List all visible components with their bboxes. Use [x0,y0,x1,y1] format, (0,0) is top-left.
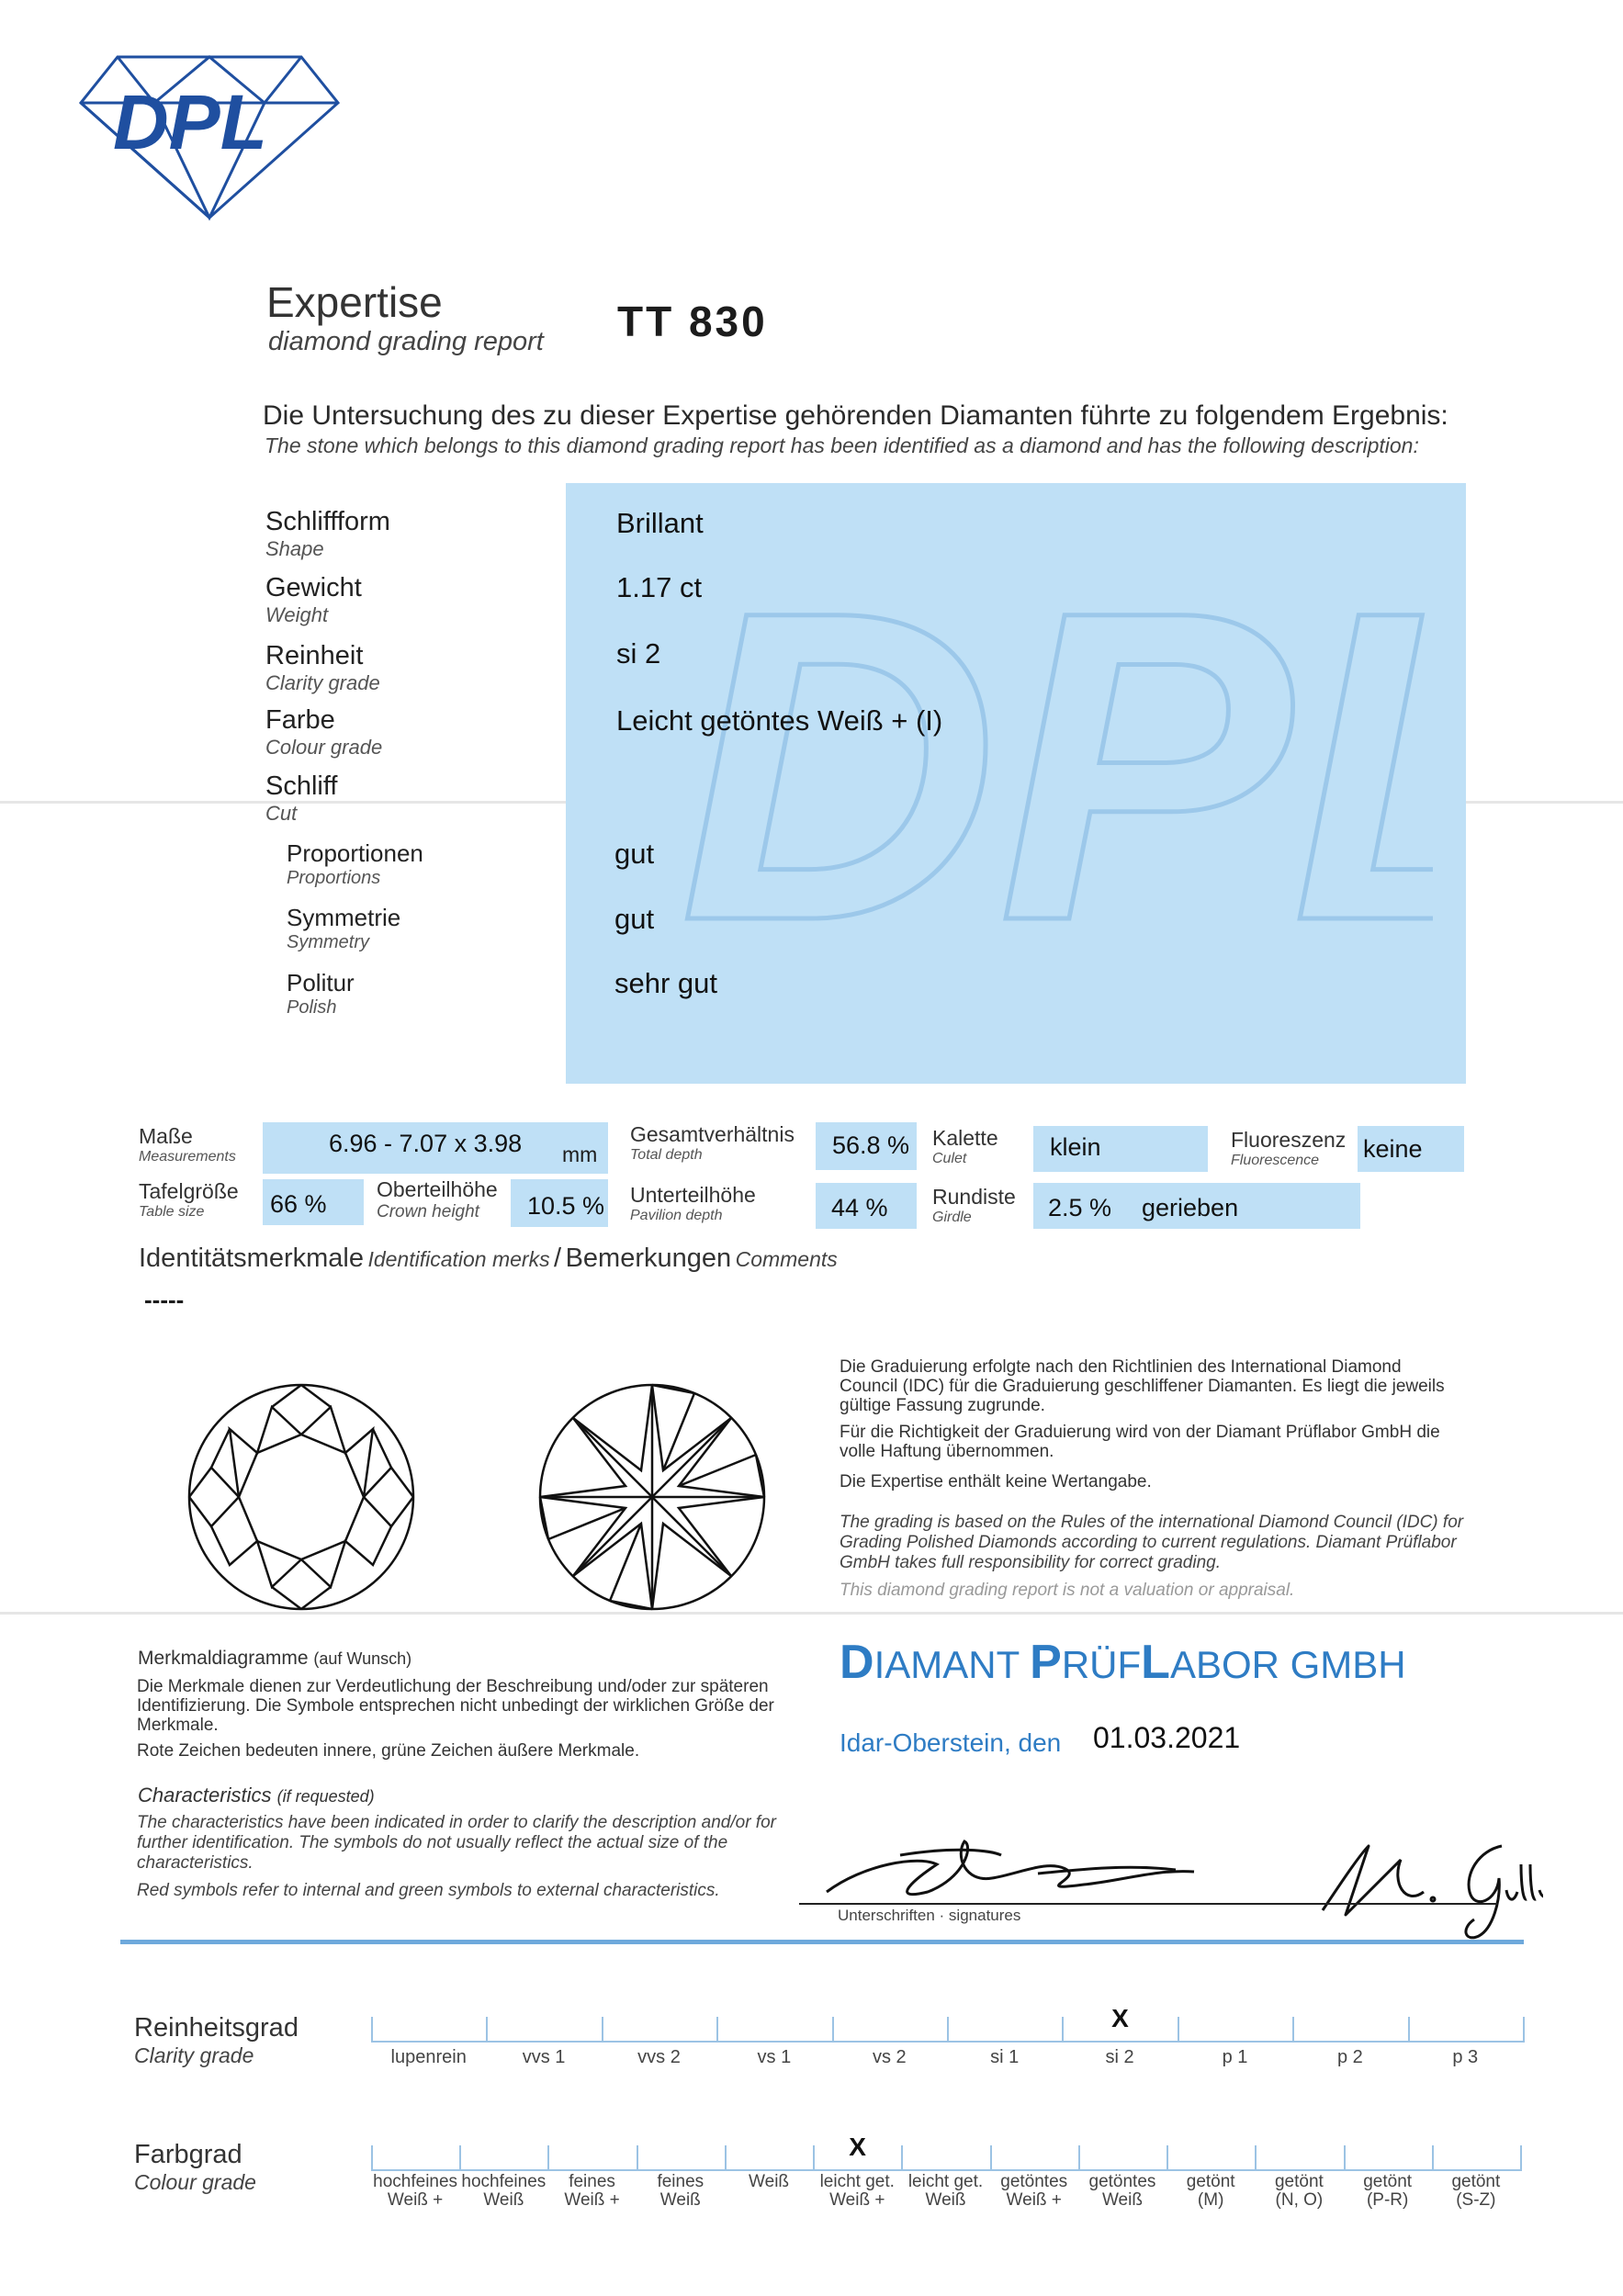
scale-grade-label: p 2 [1336,2047,1363,2067]
culet-label: Kalette Culet [932,1126,998,1166]
scale-grade-label: getönt (M) [1186,2172,1235,2210]
scale-grade-label: lupenrein [390,2047,467,2067]
scale-grade-label: p 1 [1222,2047,1248,2067]
scale-tick [1520,2145,1522,2171]
clarity-value: si 2 [616,637,661,670]
report-number: TT 830 [617,298,768,345]
signatures-label: Unterschriften · signatures [838,1907,1021,1924]
scale-grade-label: p 3 [1452,2047,1479,2067]
symmetry-label: Symmetrie Symmetry [287,904,401,952]
colour-value: Leicht getöntes Weiß + (I) [616,704,943,737]
intro-text-en: The stone which belongs to this diamond grading report has been identified as a diamond and has the following description: [265,433,1419,457]
clarity-label: Reinheit Clarity grade [265,641,380,694]
dpl-watermark [680,551,1433,960]
scale-tick [901,2145,903,2171]
colour-label: Farbe Colour grade [265,705,383,759]
intro-text-de: Die Untersuchung des zu dieser Expertise gehörenden Diamanten führte zu folgendem Ergebnis: [263,400,1448,431]
clarity-scale-label: Reinheitsgrad Clarity grade [134,2013,299,2067]
characteristics-title-en: Characteristics (if requested) [138,1784,375,1806]
pavilion-depth-label: Unterteilhöhe Pavilion depth [630,1183,756,1223]
scale-grade-label: leicht get. Weiß [907,2172,984,2210]
scale-tick [371,2017,373,2043]
crown-height-label: Oberteilhöhe Crown height [377,1177,498,1221]
issue-place: Idar-Oberstein, den [840,1728,1062,1757]
scale-grade-label: hochfeines Weiß [461,2172,547,2210]
scale-tick [1078,2145,1080,2171]
shape-value: Brillant [616,507,704,539]
crown-height-value: 10.5 % [527,1192,605,1220]
scale-tick [725,2145,727,2171]
company-name: DIAMANT PRÜFLABOR GMBH [840,1636,1406,1689]
scale-tick [716,2017,718,2043]
scale-selected-mark: X [1111,2004,1129,2032]
proportions-label: Proportionen Proportions [287,839,423,888]
pavilion-diagram [533,1378,772,1621]
remarks-value: ----- [144,1286,185,1313]
scale-grade-label: si 2 [1105,2047,1134,2067]
scale-grade-label: getönt (N, O) [1274,2172,1324,2210]
scale-tick [813,2145,815,2171]
issue-date: 01.03.2021 [1093,1721,1241,1754]
culet-value: klein [1050,1133,1101,1161]
polish-label: Politur Polish [287,969,355,1018]
measurements-unit: mm [562,1142,598,1166]
svg-text:DPL: DP [680,551,1292,955]
report-title: Expertise [266,278,443,326]
legal-paragraph-3: Die Expertise enthält keine Wertangabe. [840,1472,1152,1491]
scale-tick [1062,2017,1064,2043]
signature-2 [1304,1828,1543,1952]
pavilion-depth-value: 44 % [831,1194,888,1221]
scale-grade-label: getöntes Weiß [1088,2172,1156,2210]
cut-label: Schliff Cut [265,771,338,825]
girdle-label: Rundiste Girdle [932,1185,1016,1225]
legal-paragraph-4: The grading is based on the Rules of the international Diamond Council (IDC) for Grading Polished Diamonds according to current regulations. Diamant Prüflabor GmbH takes full responsibility for correct grading. [840,1513,1464,1572]
fluorescence-value: keine [1363,1135,1423,1163]
legal-paragraph-1: Die Graduierung erfolgte nach den Richtlinien des International Diamond Council (IDC) für die Graduierung geschliffener Diamanten. Es liegt die jeweils gültige Fassung zugrunde. [840,1357,1445,1415]
characteristics-text-de: Die Merkmale dienen zur Verdeutlichung der Beschreibung und/oder zur späteren Identifizierung. Die Symbole entsprechen nicht unbedingt der wirklichen Größe der Merkmale. [137,1677,774,1735]
scale-tick [371,2145,373,2171]
scale-grade-label: si 1 [990,2047,1020,2067]
characteristics-text-en-2: Red symbols refer to internal and green symbols to external characteristics. [137,1881,720,1900]
section-separator [120,1940,1524,1944]
scale-grade-label: vs 2 [872,2047,907,2067]
characteristics-text-de-2: Rote Zeichen bedeuten innere, grüne Zeichen äußere Merkmale. [137,1741,640,1761]
girdle-value-2: gerieben [1142,1194,1239,1221]
scale-tick [1432,2145,1434,2171]
scale-tick [1408,2017,1410,2043]
scale-tick [459,2145,461,2171]
remarks-heading: Identitätsmerkmale Identification merks / Bemerkungen Comments [139,1244,838,1273]
scale-tick [947,2017,949,2043]
scale-tick [547,2145,549,2171]
symmetry-value: gut [614,903,655,935]
characteristics-title-de: Merkmaldiagramme (auf Wunsch) [138,1648,412,1669]
scale-tick [1255,2145,1257,2171]
scale-tick [602,2017,603,2043]
proportions-value: gut [614,838,655,870]
scale-tick [1178,2017,1179,2043]
scale-grade-label: getönt (P-R) [1363,2172,1413,2210]
shape-label: Schliffform Shape [265,507,390,560]
scale-tick [1167,2145,1168,2171]
weight-value: 1.17 ct [616,571,703,603]
svg-text:DPL: DPL [113,79,267,165]
total-depth-value: 56.8 % [832,1131,910,1159]
scale-tick [1344,2145,1346,2171]
scale-tick [486,2017,488,2043]
scale-grade-label: Weiß [749,2172,790,2191]
scale-grade-label: getöntes Weiß + [1000,2172,1068,2210]
measurements-value: 6.96 - 7.07 x 3.98 [329,1130,523,1157]
scale-grade-label: hochfeines Weiß + [373,2172,458,2210]
scale-tick [637,2145,638,2171]
dpl-logo [72,48,347,227]
table-size-value: 66 % [270,1190,327,1218]
scale-grade-label: getönt (S-Z) [1451,2172,1501,2210]
scale-selected-mark: X [849,2133,866,2161]
crown-diagram [182,1378,421,1621]
table-size-label: Tafelgröße Table size [139,1179,239,1220]
scale-grade-label: feines Weiß + [564,2172,620,2210]
scale-baseline [371,2169,1520,2171]
scale-grade-label: leicht get. Weiß + [819,2172,895,2210]
legal-paragraph-5: This diamond grading report is not a valuation or appraisal. [840,1581,1295,1600]
scale-tick [990,2145,992,2171]
measurements-label: Maße Measurements [139,1124,236,1165]
scale-grade-label: vvs 2 [637,2047,681,2067]
characteristics-text-en: The characteristics have been indicated in order to clarify the description and/or for further identification. The symbols do not usually reflect the actual size of the characteristics. [137,1813,776,1873]
scale-grade-label: vs 1 [757,2047,792,2067]
scale-grade-label: vvs 1 [522,2047,566,2067]
signature-line [799,1903,1497,1905]
report-subtitle: diamond grading report [268,327,544,356]
scale-tick [1292,2017,1294,2043]
scale-grade-label: feines Weiß [657,2172,704,2210]
colour-scale-label: Farbgrad Colour grade [134,2140,256,2194]
weight-label: Gewicht Weight [265,573,362,626]
legal-paragraph-2: Für die Richtigkeit der Graduierung wird von der Diamant Prüflabor GmbH die volle Haftung übernommen. [840,1423,1440,1461]
girdle-value: 2.5 % [1048,1194,1112,1221]
scale-tick [832,2017,834,2043]
scale-tick [1523,2017,1525,2043]
total-depth-label: Gesamtverhältnis Total depth [630,1122,795,1163]
polish-value: sehr gut [614,967,718,999]
fluorescence-label: Fluoreszenz Fluorescence [1231,1128,1347,1168]
